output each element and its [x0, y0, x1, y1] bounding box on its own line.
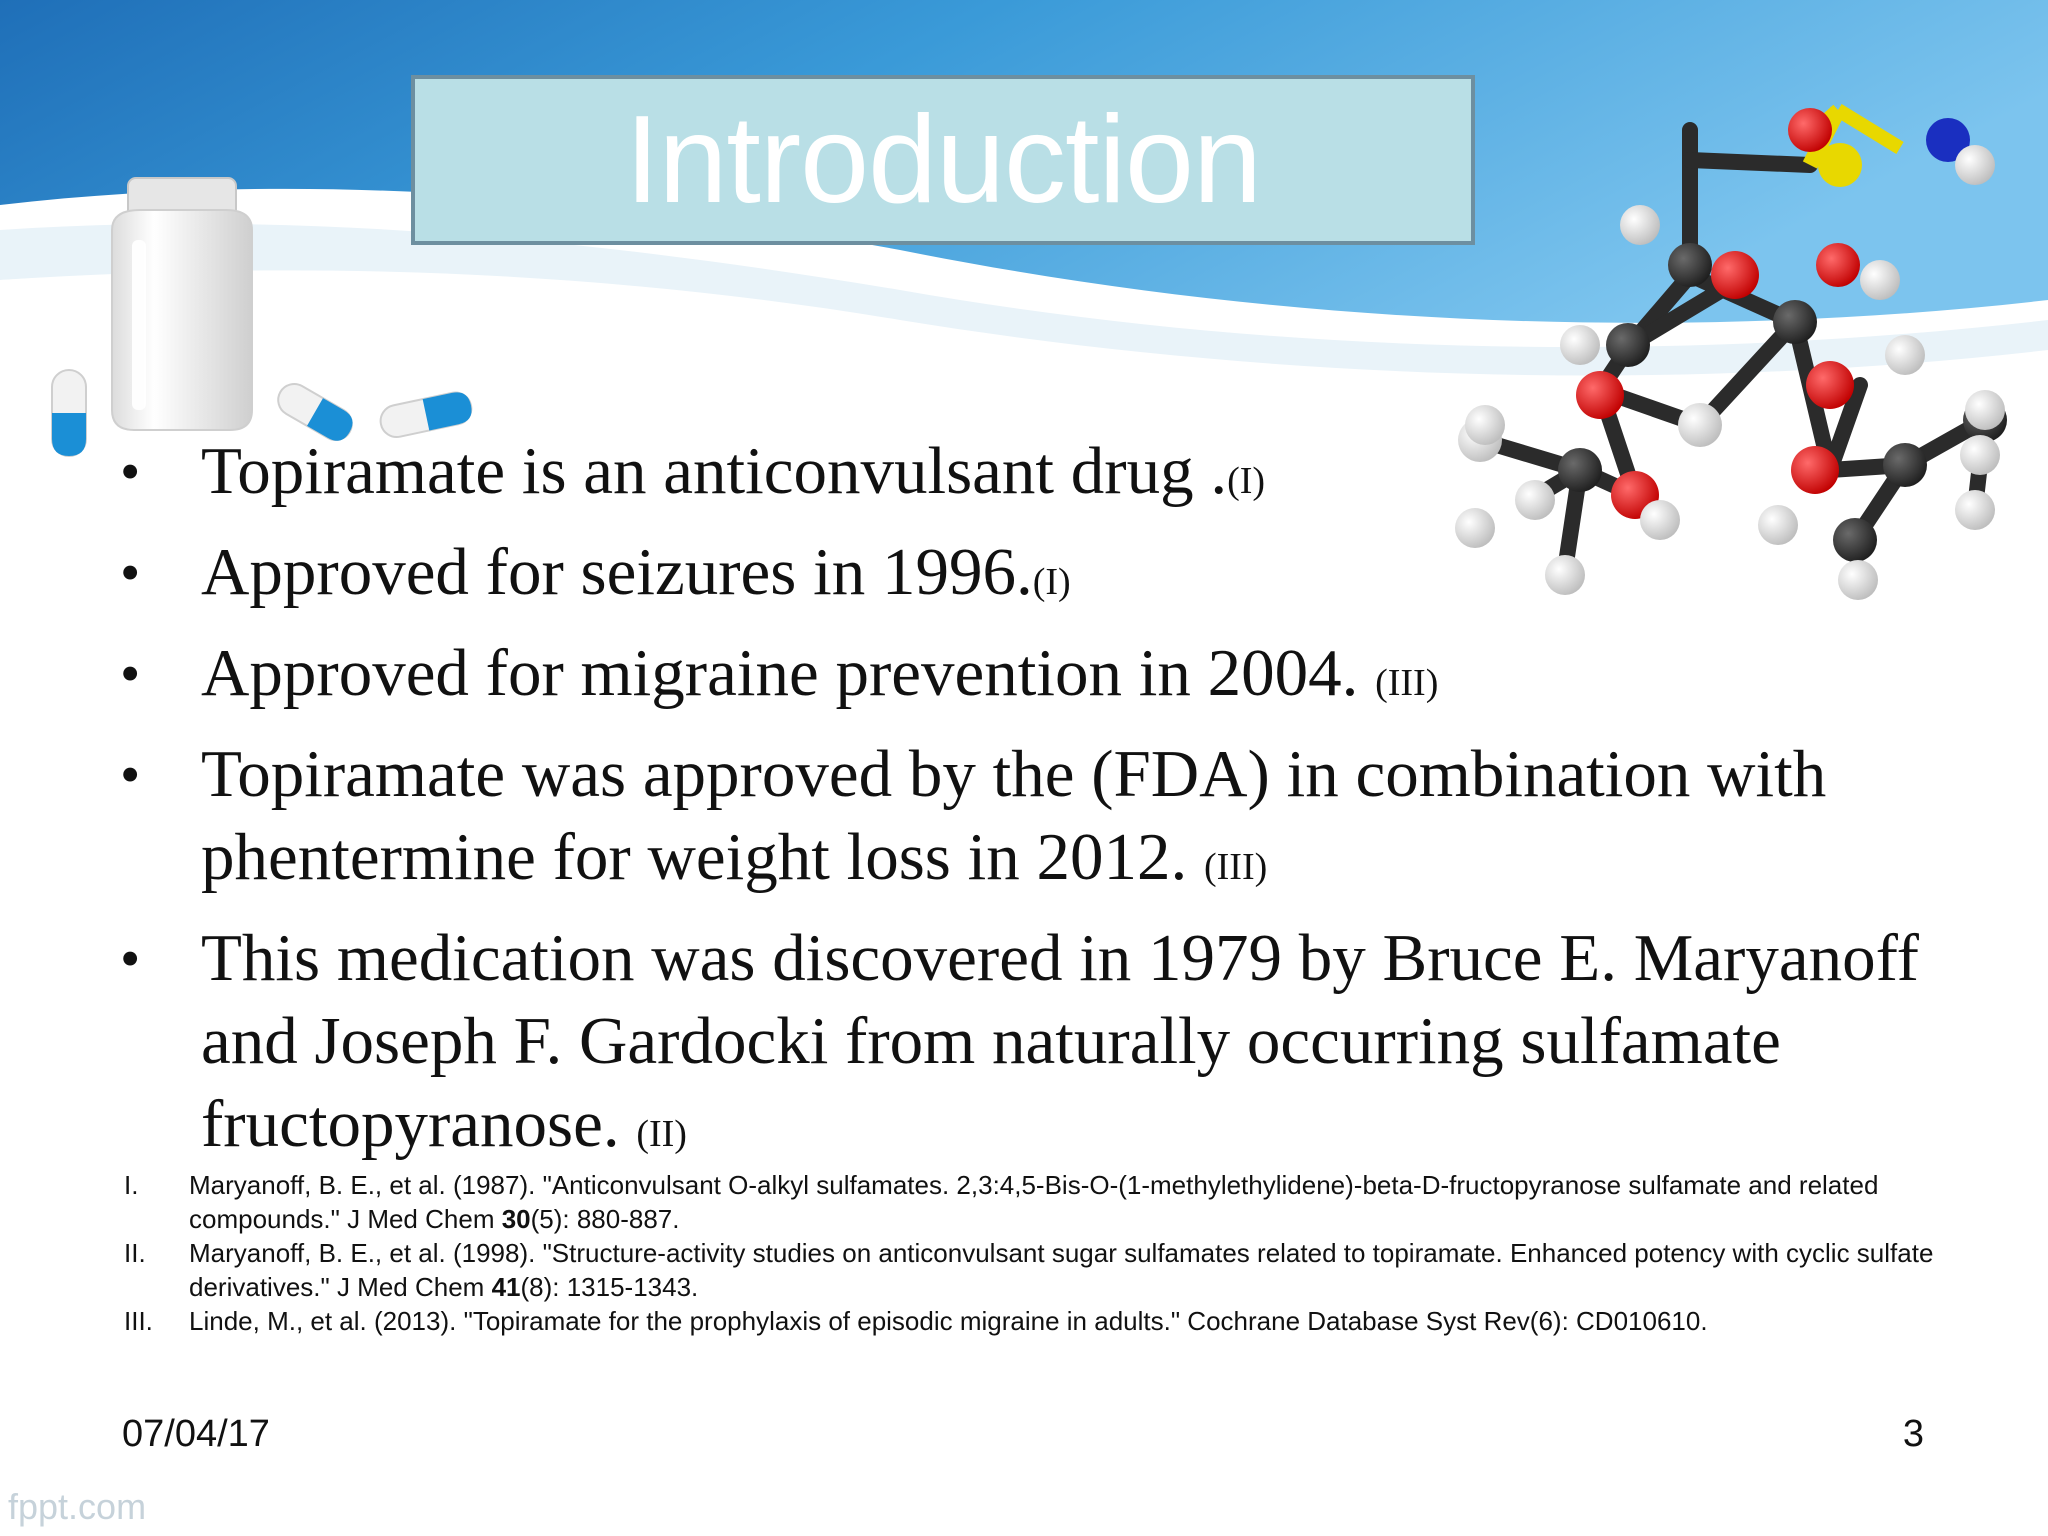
bullet-text: Topiramate is an anticonvulsant drug .	[201, 434, 1228, 508]
bullet-icon: •	[120, 439, 141, 504]
reference-item	[124, 1304, 1989, 1338]
reference-volume: 41	[491, 1272, 521, 1302]
reference-text: Maryanoff, B. E., et al. (1998). "Structure-activity studies on anticonvulsant sugar sulfamates related to topiramate. Enhanced potency with cyclic sulfate derivatives." J Med Chem	[189, 1238, 1934, 1302]
bullet-citation: (I)	[1032, 561, 1071, 603]
reference-text: Linde, M., et al. (2013). "Topiramate for the prophylaxis of episodic migraine in adults." Cochrane Database Syst Rev(6): CD010610.	[189, 1306, 1708, 1336]
reference-list	[124, 1168, 1934, 1338]
bullet-item	[120, 733, 1881, 909]
bullet-text: Approved for migraine prevention in 2004.	[201, 636, 1376, 710]
bullet-icon: •	[120, 540, 141, 605]
bullet-citation: (III)	[1203, 846, 1268, 888]
page-number: 3	[1902, 1413, 1924, 1455]
bullet-item	[120, 531, 1920, 624]
title-box	[411, 75, 1475, 245]
pill-bottle-icon	[112, 178, 252, 430]
reference-number: I.	[124, 1170, 139, 1200]
bullet-list	[120, 430, 1920, 1184]
reference-item	[124, 1168, 1889, 1236]
bullet-item	[120, 917, 1981, 1176]
reference-number: II.	[124, 1238, 146, 1268]
reference-text: Maryanoff, B. E., et al. (1987). "Anticonvulsant O-alkyl sulfamates. 2,3:4,5-Bis-O-(1-methylethylidene)-beta-D-fructopyranose sulfamate and related compounds." J Med Chem	[189, 1170, 1879, 1234]
reference-volume: 30	[501, 1204, 531, 1234]
bullet-citation: (I)	[1227, 460, 1266, 502]
slide-date: 07/04/17	[122, 1413, 270, 1455]
reference-pages: (5): 880-887.	[530, 1204, 680, 1234]
bullet-text: Topiramate was approved by the (FDA) in combination with phentermine for weight loss in 2012.	[201, 737, 1827, 894]
reference-item	[124, 1236, 1989, 1304]
watermark: fppt.com	[8, 1486, 147, 1527]
bullet-item	[120, 632, 1920, 725]
reference-pages: (8): 1315-1343.	[520, 1272, 699, 1302]
bullet-citation: (III)	[1375, 662, 1439, 704]
bullet-icon: •	[120, 926, 141, 991]
reference-number: III.	[124, 1306, 153, 1336]
bullet-text: This medication was discovered in 1979 by Bruce E. Maryanoff and Joseph F. Gardocki from naturally occurring sulfamate fructopyranose.	[201, 921, 1919, 1161]
bullet-icon: •	[120, 742, 141, 807]
slide-title: Introduction	[625, 91, 1261, 229]
bullet-icon: •	[120, 641, 141, 706]
bullet-item	[120, 430, 1920, 523]
bullet-text: Approved for seizures in 1996.	[201, 535, 1033, 609]
bullet-citation: (II)	[636, 1113, 687, 1155]
